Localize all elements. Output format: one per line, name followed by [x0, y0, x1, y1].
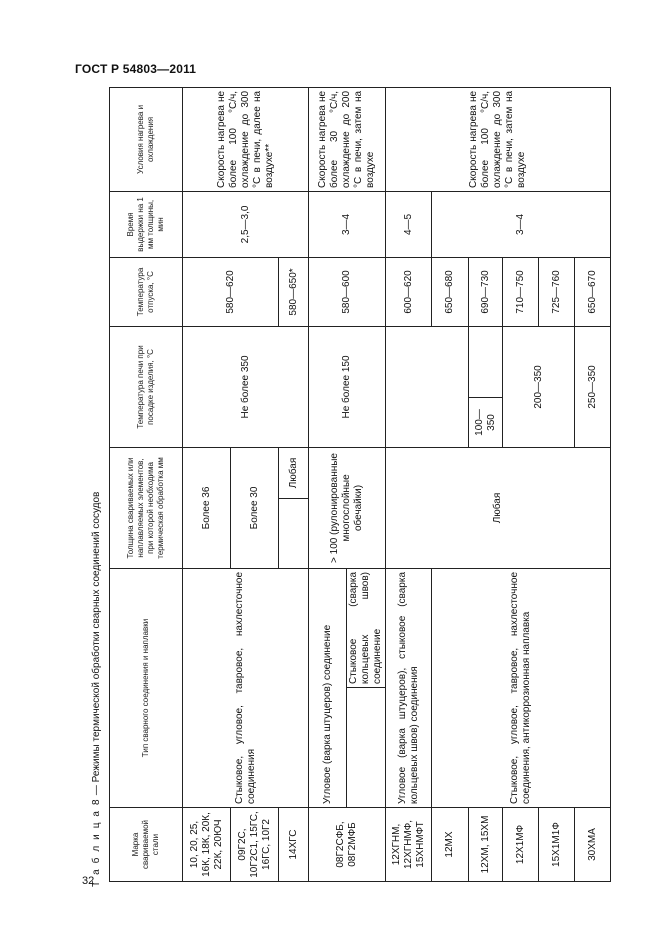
cell-temper-temp: 725—760	[539, 257, 575, 326]
cell-thickness-blank	[279, 498, 309, 568]
header-temper-temp: Температура отпуска, °С	[110, 257, 183, 326]
cell-furnace-temp: 100—350	[469, 397, 503, 447]
cell-thickness: > 100 (рулонированные многослойные обечайки)	[309, 447, 386, 568]
table-caption-prefix: Т а б л и ц а 8	[91, 797, 102, 887]
header-furnace-temp: Температура печи при посадке изделия, °С	[110, 326, 183, 447]
cell-furnace-temp: Не более 350	[183, 326, 309, 447]
cell-temper-temp: 690—730	[469, 257, 503, 326]
header-joint-type: Тип сварного соединения и наплавки	[110, 568, 183, 807]
cell-steel: 12Х1МФ	[503, 808, 539, 882]
cell-joint-type: Стыковое, угловое, тавровое, нахлесточное соединения, антикоррозионная наплавка	[432, 568, 611, 807]
cell-steel: 12ХГНМ, 12ХГНМФ, 15ХНМФТ	[386, 808, 432, 882]
heat-treatment-table	[109, 87, 611, 882]
cell-steel: 08Г2СФБ, 08Г2МФБ	[309, 808, 386, 882]
rotated-table-area	[89, 88, 598, 887]
table-caption	[91, 492, 102, 887]
header-conditions: Условия нагрева и охлаждения	[110, 87, 183, 191]
cell-temper-temp: 580—600	[309, 257, 386, 326]
document-header: ГОСТ Р 54803—2011	[75, 62, 197, 76]
cell-temper-temp: 650—670	[575, 257, 611, 326]
table-row	[183, 87, 231, 881]
cell-thickness: Любая	[279, 447, 309, 498]
cell-joint-type: Стыковое, угловое, тавровое, нахлесточное соединения	[183, 568, 309, 807]
cell-furnace-blank	[386, 326, 469, 447]
cell-temper-temp: 650—680	[432, 257, 469, 326]
cell-conditions: Скорость нагрева не более 100 °С/ч, охлаждение до 300 °С в печи, затем на воздухе	[386, 87, 611, 191]
header-steel: Марка свариваемой стали	[110, 808, 183, 882]
table-caption-text: — Режимы термической обработки сварных соединений сосудов	[91, 491, 102, 798]
header-thickness: Толщина свариваемых или наплавляемых элементов, при которой необходима термическая обработка мм	[110, 447, 183, 568]
table-row	[309, 87, 347, 881]
table-row	[386, 87, 432, 881]
table-header-row	[110, 87, 183, 881]
cell-steel: 14ХГС	[279, 808, 309, 882]
cell-temper-temp: 580—650*	[279, 257, 309, 326]
cell-steel: 30ХМА	[575, 808, 611, 882]
cell-conditions: Скорость нагрева не более 100 °С/ч, охлаждение до 300 °С в печи, далее на воздухе**	[183, 87, 309, 191]
cell-temper-temp: 710—750	[503, 257, 539, 326]
cell-temper-temp: 580—620	[183, 257, 279, 326]
cell-furnace-blank	[469, 326, 503, 397]
cell-hold-time: 3—4	[432, 191, 611, 257]
cell-hold-time: 3—4	[309, 191, 386, 257]
cell-steel: 12МХ	[432, 808, 469, 882]
cell-thickness: Любая	[386, 447, 611, 568]
cell-joint-type: Стыковое (сварка кольцевых швов) соединение	[347, 568, 386, 687]
cell-temper-temp: 600—620	[386, 257, 432, 326]
page-number: 32	[82, 875, 95, 887]
cell-steel: 12ХМ, 15ХМ	[469, 808, 503, 882]
cell-joint-type: Угловое (варка штуцеров) соединение	[309, 568, 347, 807]
cell-conditions: Скорость нагрева не более 30 °С/ч, охлаждение до 200 °С в печи, затем на воздухе	[309, 87, 386, 191]
cell-steel: 10, 20, 25, 16К, 18К, 20К, 22К, 20ЮЧ	[183, 808, 231, 882]
cell-joint-type: Угловое (варка штуцеров), стыковое (сварка кольцевых швов) соединения	[386, 568, 432, 807]
cell-steel: 15Х1М1Ф	[539, 808, 575, 882]
cell-thickness: Более 30	[231, 447, 279, 568]
cell-hold-time: 2,5—3,0	[183, 191, 309, 257]
cell-furnace-temp: 200—350	[503, 326, 575, 447]
cell-furnace-temp: Не более 150	[309, 326, 386, 447]
cell-furnace-temp: 250—350	[575, 326, 611, 447]
cell-steel: 09Г2С, 10Г2С1, 15ГС, 16ГС, 10Г2	[231, 808, 279, 882]
header-hold-time: Время выдержки на 1 мм толщины, мин	[110, 191, 183, 257]
cell-joint-blank	[347, 688, 386, 808]
cell-hold-time: 4—5	[386, 191, 432, 257]
cell-thickness: Более 36	[183, 447, 231, 568]
